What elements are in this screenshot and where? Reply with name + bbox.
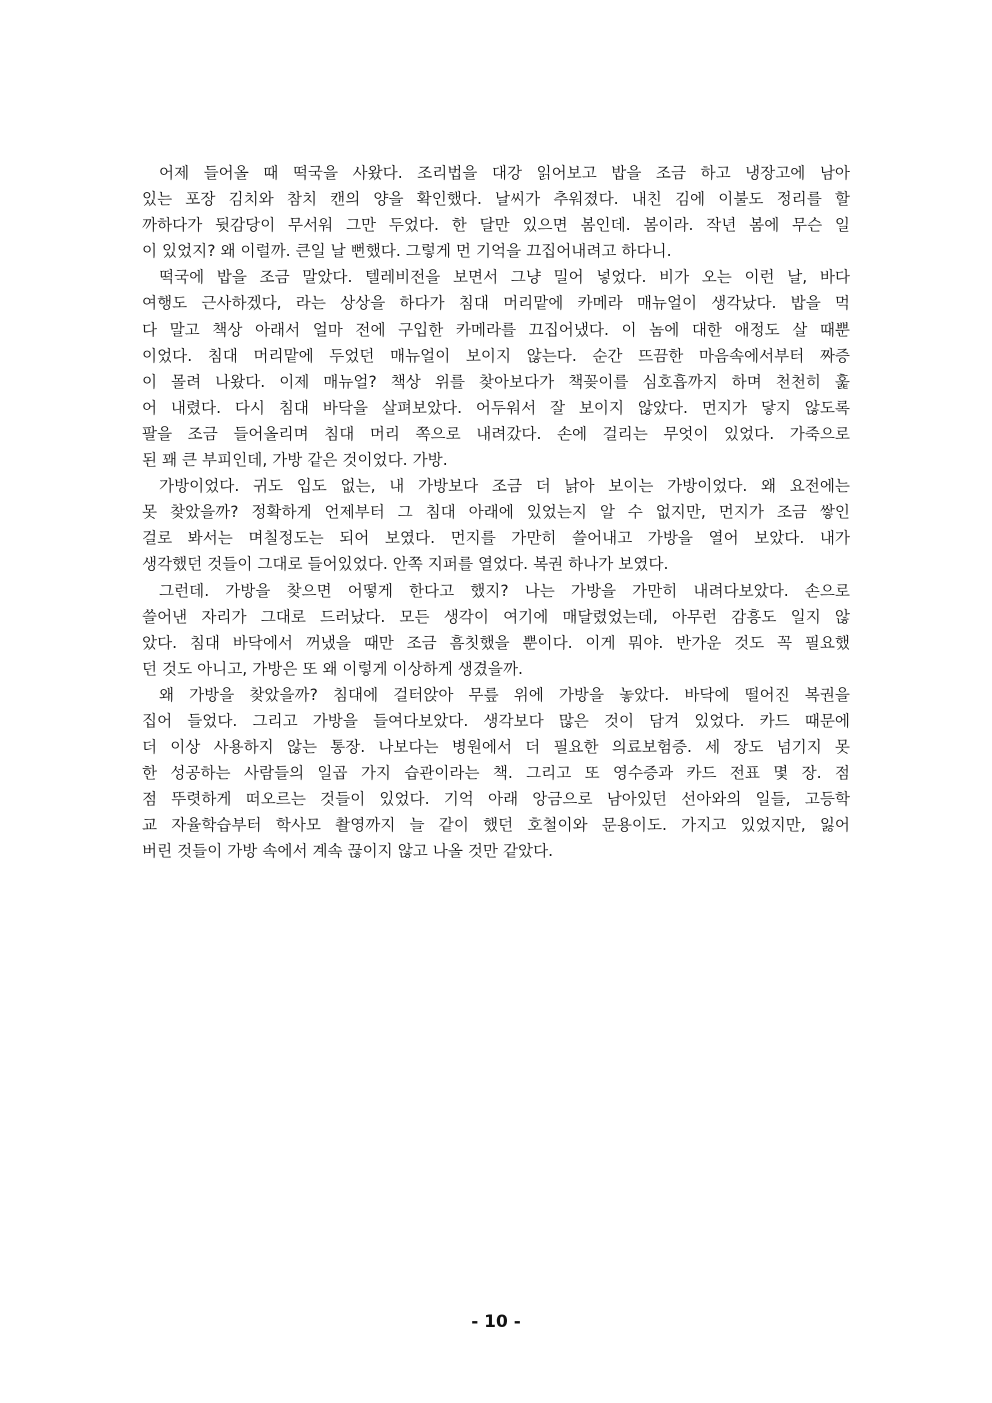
text-line: 그런데. 가방을 찾으면 어떻게 한다고 했지? 나는 가방을 가만히 내려다보았다. 손으로 — [159, 581, 850, 600]
text-line: 가방이었다. 귀도 입도 없는, 내 가방보다 조금 더 낡아 보이는 가방이었다. 왜 요전에는 — [159, 477, 850, 496]
text-line: 이 몰려 나왔다. 이제 매뉴얼? 책상 위를 찾아보다가 책꽂이를 심호흡까지 하며 천천히 훑 — [142, 372, 850, 391]
text-line: 다 말고 책상 아래서 얼마 전에 구입한 카메라를 끄집어냈다. 이 놈에 대한 애정도 살 때뿐 — [142, 320, 850, 339]
paragraph-5 — [142, 682, 850, 865]
text-line: 점 뚜렷하게 떠오르는 것들이 있었다. 기억 아래 앙금으로 남아있던 선아와의 일들, 고등학 — [142, 790, 850, 809]
text-line: 집어 들었다. 그리고 가방을 들여다보았다. 생각보다 많은 것이 담겨 있었다. 카드 때문에 — [142, 711, 850, 730]
text-line: 쓸어낸 자리가 그대로 드러났다. 모든 생각이 여기에 매달렸었는데, 아무런 감흥도 일지 않 — [142, 607, 850, 626]
paragraph-1 — [142, 160, 850, 264]
page-number: - 10 - — [471, 1312, 521, 1332]
paragraph-3 — [142, 473, 850, 577]
body-text — [142, 160, 850, 865]
text-line: 이었다. 침대 머리맡에 두었던 매뉴얼이 보이지 않는다. 순간 뜨끔한 마음속에서부터 짜증 — [142, 346, 850, 365]
text-line: 있는 포장 김치와 참치 캔의 양을 확인했다. 날씨가 추워졌다. 내친 김에 이불도 정리를 할 — [142, 190, 850, 209]
text-line: 된 꽤 큰 부피인데, 가방 같은 것이었다. 가방. — [142, 451, 448, 470]
text-line: 았다. 침대 바닥에서 꺼냈을 때만 조금 흠칫했을 뿐이다. 이게 뭐야. 반가운 것도 꼭 필요했 — [142, 633, 850, 652]
text-line: 여행도 근사하겠다, 라는 상상을 하다가 침대 머리맡에 카메라 매뉴얼이 생각났다. 밥을 먹 — [142, 294, 850, 313]
text-line: 까하다가 뒷감당이 무서워 그만 두었다. 한 달만 있으면 봄인데. 봄이라. 작년 봄에 무슨 일 — [142, 216, 850, 235]
text-line: 한 성공하는 사람들의 일곱 가지 습관이라는 책. 그리고 또 영수증과 카드 전표 몇 장. 점 — [142, 764, 850, 783]
paragraph-2 — [142, 264, 850, 473]
text-line: 어 내렸다. 다시 침대 바닥을 살펴보았다. 어두워서 잘 보이지 않았다. 먼지가 닿지 않도록 — [142, 398, 850, 417]
text-line: 왜 가방을 찾았을까? 침대에 걸터앉아 무릎 위에 가방을 놓았다. 바닥에 떨어진 복권을 — [159, 685, 850, 704]
text-line: 던 것도 아니고, 가방은 또 왜 이렇게 이상하게 생겼을까. — [142, 659, 523, 678]
text-line: 떡국에 밥을 조금 말았다. 텔레비전을 보면서 그냥 밀어 넣었다. 비가 오는 이런 날, 바다 — [159, 268, 850, 287]
text-line: 이 있었지? 왜 이럴까. 큰일 날 뻔했다. 그렇게 먼 기억을 끄집어내려고 하다니. — [142, 242, 672, 261]
text-line: 못 찾았을까? 정확하게 언제부터 그 침대 아래에 있었는지 알 수 없지만, 먼지가 조금 쌓인 — [142, 503, 850, 522]
text-line: 더 이상 사용하지 않는 통장. 나보다는 병원에서 더 필요한 의료보험증. 세 장도 넘기지 못 — [142, 738, 850, 757]
paragraph-4 — [142, 578, 850, 682]
text-line: 걸로 봐서는 며칠정도는 되어 보였다. 먼지를 가만히 쓸어내고 가방을 열어 보았다. 내가 — [142, 529, 850, 548]
text-line: 생각했던 것들이 그대로 들어있었다. 안쪽 지퍼를 열었다. 복권 하나가 보였다. — [142, 555, 669, 574]
text-line: 버린 것들이 가방 속에서 계속 끊이지 않고 나올 것만 같았다. — [142, 842, 554, 861]
text-line: 팔을 조금 들어올리며 침대 머리 쪽으로 내려갔다. 손에 걸리는 무엇이 있었다. 가죽으로 — [142, 424, 850, 443]
text-line: 어제 들어올 때 떡국을 사왔다. 조리법을 대강 읽어보고 밥을 조금 하고 냉장고에 남아 — [159, 164, 850, 182]
text-line: 교 자율학습부터 학사모 촬영까지 늘 같이 했던 호철이와 문용이도. 가지고 있었지만, 잃어 — [142, 816, 850, 835]
